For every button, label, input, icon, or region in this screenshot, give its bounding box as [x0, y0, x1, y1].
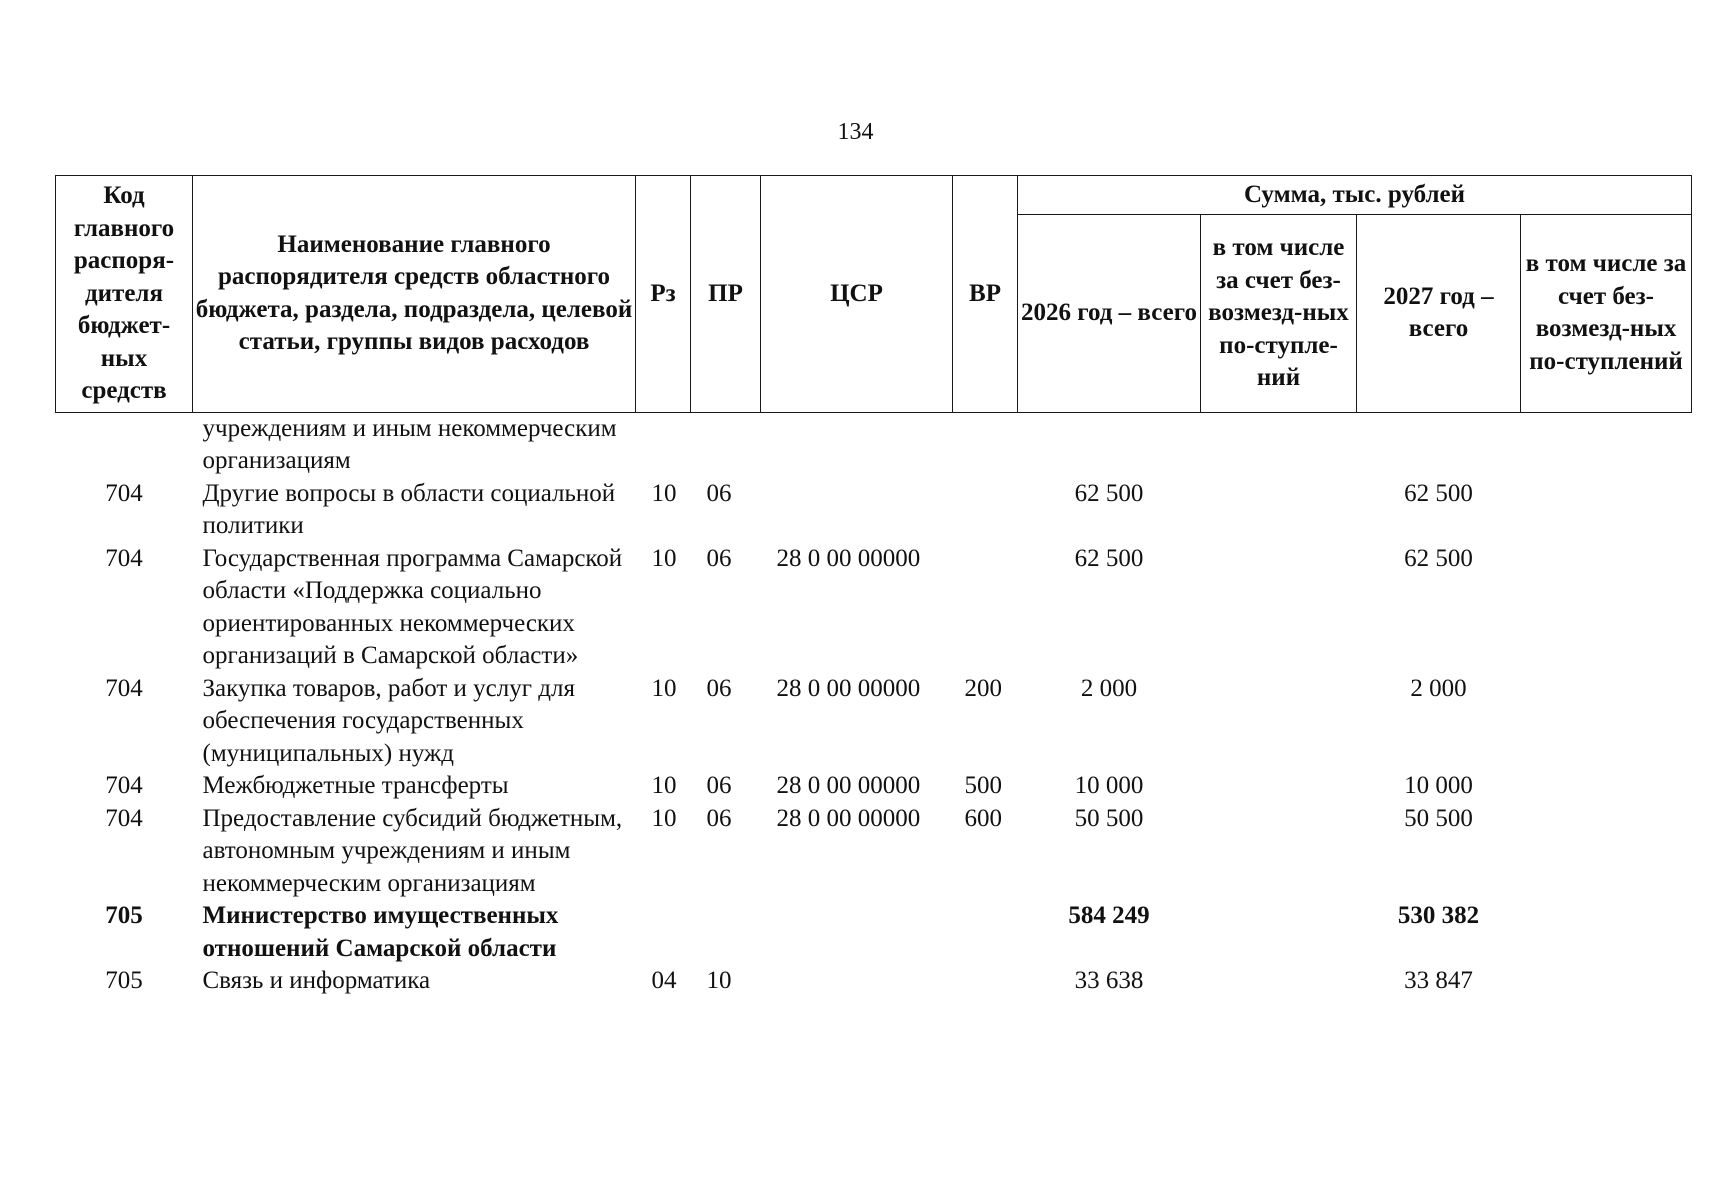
- cell-name: Предоставление субсидий бюджетным, автономным учреждениям и иным некоммерческим организациям: [202, 804, 623, 897]
- cell-name: Межбюджетные трансферты: [202, 772, 509, 799]
- cell-2026-total: 584 249: [1068, 902, 1150, 929]
- cell-code: 704: [105, 674, 143, 702]
- table-row: [56, 673, 1692, 771]
- header-code: Код главного распоря-дителя бюджет-ных средств: [56, 176, 193, 413]
- cell-2027-total: 33 847: [1404, 967, 1473, 994]
- cell-2027-gratuitous: [1521, 803, 1692, 901]
- cell-name: учреждениям и иным некоммерческим организациям: [202, 414, 617, 474]
- cell-csr: 28 0 00 00000: [776, 544, 921, 572]
- cell-vr: 600: [964, 804, 1002, 832]
- cell-rz: 10: [651, 772, 677, 799]
- cell-pr: 06: [706, 544, 732, 572]
- cell-csr: [761, 478, 953, 543]
- cell-pr: 06: [706, 674, 732, 702]
- table-body: [56, 412, 1692, 998]
- cell-rz: 10: [651, 804, 677, 832]
- cell-2027-total: 50 500: [1404, 804, 1473, 832]
- cell-2027-total: 62 500: [1404, 479, 1473, 507]
- cell-2026-total: 62 500: [1074, 479, 1144, 507]
- cell-2026-gratuitous: [1201, 965, 1357, 998]
- table-row: [56, 478, 1692, 543]
- cell-code: 704: [105, 479, 143, 507]
- table-header: [56, 176, 1692, 413]
- cell-rz: [636, 900, 691, 965]
- cell-name: Другие вопросы в области социальной политики: [202, 479, 616, 539]
- header-vr: ВР: [953, 176, 1018, 413]
- cell-2027-gratuitous: [1521, 412, 1692, 478]
- cell-pr: 10: [706, 967, 732, 994]
- cell-rz: 10: [651, 479, 677, 507]
- cell-pr: [691, 900, 761, 965]
- cell-code: 705: [105, 902, 143, 929]
- cell-vr: [953, 412, 1018, 478]
- cell-name: Министерство имущественных отношений Самарской области: [202, 902, 559, 962]
- cell-2027-total: 10 000: [1404, 772, 1473, 799]
- cell-code: 704: [105, 804, 143, 832]
- cell-2026-gratuitous: [1201, 803, 1357, 901]
- cell-vr: [953, 543, 1018, 673]
- cell-pr: 06: [706, 479, 732, 507]
- cell-2027-gratuitous: [1521, 900, 1692, 965]
- table-row: [56, 900, 1692, 965]
- cell-2026-gratuitous: [1201, 900, 1357, 965]
- cell-2027-gratuitous: [1521, 965, 1692, 998]
- cell-2027-total: 2 000: [1410, 674, 1467, 702]
- budget-table: [55, 175, 1692, 998]
- cell-2026-total: 62 500: [1074, 544, 1144, 572]
- cell-2027-gratuitous: [1521, 478, 1692, 543]
- cell-rz: [636, 412, 691, 478]
- cell-vr: [953, 900, 1018, 965]
- cell-2027-total: 530 382: [1397, 902, 1480, 929]
- table-row: [56, 412, 1692, 478]
- cell-2027-total: [1357, 412, 1521, 478]
- header-sum-group: Сумма, тыс. рублей: [1018, 176, 1692, 215]
- cell-code: 705: [105, 967, 143, 994]
- cell-vr: 200: [964, 674, 1002, 702]
- cell-2026-gratuitous: [1201, 412, 1357, 478]
- cell-csr: [761, 965, 953, 998]
- cell-vr: [953, 478, 1018, 543]
- cell-csr: 28 0 00 00000: [776, 674, 921, 702]
- cell-2026-gratuitous: [1201, 543, 1357, 673]
- cell-code: 704: [105, 772, 143, 799]
- cell-rz: 10: [651, 674, 677, 702]
- cell-2026-total: 10 000: [1074, 772, 1144, 799]
- cell-vr: 500: [964, 772, 1002, 799]
- cell-csr: [761, 900, 953, 965]
- cell-2026-total: [1018, 412, 1201, 478]
- table-row: [56, 803, 1692, 901]
- cell-2027-total: 62 500: [1404, 544, 1473, 572]
- header-2027-total: 2027 год – всего: [1357, 215, 1521, 413]
- cell-vr: [953, 965, 1018, 998]
- cell-csr: [761, 412, 953, 478]
- cell-2026-total: 50 500: [1074, 804, 1144, 832]
- header-2026-gratuitous: в том числе за счет без-возмезд-ных по-ступле-ний: [1201, 215, 1357, 413]
- cell-csr: 28 0 00 00000: [776, 772, 921, 799]
- cell-2026-gratuitous: [1201, 478, 1357, 543]
- cell-2027-gratuitous: [1521, 770, 1692, 803]
- page-number: 134: [837, 119, 874, 145]
- table-row: [56, 965, 1692, 998]
- header-2027-gratuitous: в том числе за счет без-возмезд-ных по-ступлений: [1521, 215, 1692, 413]
- header-pr: ПР: [691, 176, 761, 413]
- cell-2026-gratuitous: [1201, 673, 1357, 771]
- cell-2026-total: 2 000: [1080, 674, 1138, 702]
- cell-pr: [691, 412, 761, 478]
- cell-pr: 06: [706, 772, 732, 799]
- cell-code: [56, 412, 193, 478]
- header-csr: ЦСР: [761, 176, 953, 413]
- cell-name: Связь и информатика: [202, 967, 431, 994]
- table-row: [56, 770, 1692, 803]
- cell-2026-total: 33 638: [1074, 967, 1144, 994]
- header-2026-total: 2026 год – всего: [1018, 215, 1201, 413]
- table-row: [56, 543, 1692, 673]
- header-rz: Рз: [636, 176, 691, 413]
- cell-rz: 04: [651, 967, 677, 994]
- cell-2027-gratuitous: [1521, 673, 1692, 771]
- cell-2027-gratuitous: [1521, 543, 1692, 673]
- cell-pr: 06: [706, 804, 732, 832]
- cell-name: Государственная программа Самарской области «Поддержка социально ориентированных некоммерческих организаций в Самарской области»: [202, 544, 623, 669]
- cell-name: Закупка товаров, работ и услуг для обеспечения государственных (муниципальных) нужд: [202, 674, 575, 767]
- cell-code: 704: [105, 544, 143, 572]
- cell-rz: 10: [651, 544, 677, 572]
- header-name: Наименование главного распорядителя средств областного бюджета, раздела, подраздела, целевой статьи, группы видов расходов: [193, 176, 636, 413]
- cell-2026-gratuitous: [1201, 770, 1357, 803]
- cell-csr: 28 0 00 00000: [776, 804, 921, 832]
